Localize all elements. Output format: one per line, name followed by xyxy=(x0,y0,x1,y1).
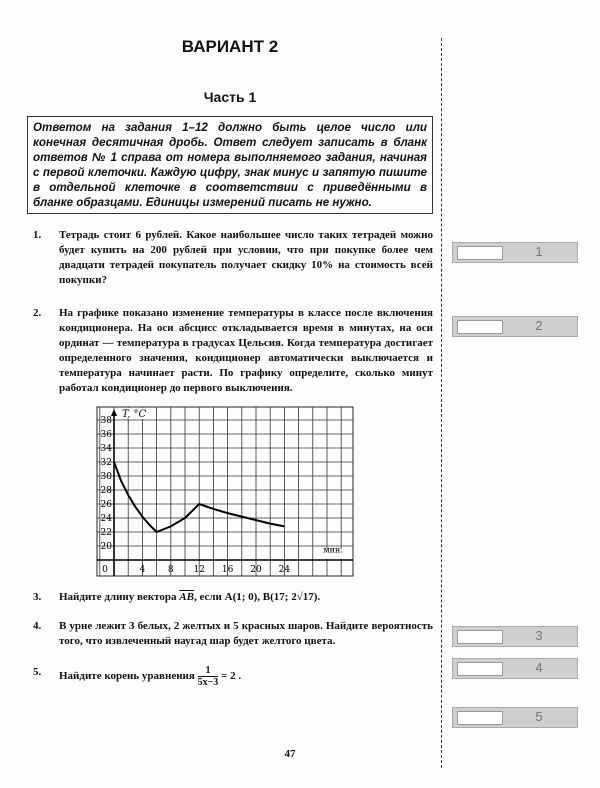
variant-title: ВАРИАНТ 2 xyxy=(181,37,279,56)
task-5 xyxy=(27,665,433,688)
answer-field-2[interactable] xyxy=(452,316,578,337)
task-text-after: , если A(1; 0), B(17; 2√17). xyxy=(193,591,321,603)
answer-input[interactable] xyxy=(457,630,503,644)
part-title: Часть 1 xyxy=(203,89,257,105)
y-tick-label: 22 xyxy=(100,528,112,538)
task-text: Найдите корень уравнения xyxy=(59,670,198,683)
task-text: Тетрадь стоит 6 рублей. Какое наибольшее число таких тетрадей можно будет купить на 200 рублей при условии, что при покупке более чем двадцати тетрадей покупатель получает скидку 10% на стоимость всей покупки? xyxy=(59,229,433,286)
task-number: 3. xyxy=(33,591,42,603)
answer-input[interactable] xyxy=(457,662,503,676)
x-tick-label: 0 xyxy=(102,565,108,575)
y-axis-label: T, °C xyxy=(122,409,147,420)
answer-input[interactable] xyxy=(457,711,503,725)
task-4 xyxy=(27,619,433,649)
chart-frame xyxy=(97,407,353,576)
y-tick-label: 34 xyxy=(100,444,112,454)
task-text-after: = 2 . xyxy=(221,670,242,683)
task-number: 4. xyxy=(33,620,42,632)
task-2 xyxy=(27,306,433,396)
instructions-box: Ответом на задания 1–12 должно быть целое число или конечная десятичная дробь. Ответ следует записать в бланк ответов № 1 справа от номера выполняемого задания, начиная с первой клеточки. Каждую цифру, знак минус и запятую пишите в отдельной клеточке в соответствии с приведёнными в бланке образцами. Единицы измерений писать не нужно. xyxy=(27,116,433,214)
answer-number: 5 xyxy=(535,709,543,724)
y-tick-label: 38 xyxy=(100,416,112,426)
y-axis-arrow xyxy=(111,409,117,416)
x-tick-label: 20 xyxy=(250,565,262,575)
x-tick-label: 12 xyxy=(193,565,205,575)
task-text: В урне лежит 3 белых, 2 желтых и 5 красных шаров. Найдите вероятность того, что извлеченный наугад шар будет желтого цвета. xyxy=(59,620,433,647)
answer-number: 2 xyxy=(535,318,543,333)
y-tick-label: 28 xyxy=(100,486,112,496)
answer-field-5[interactable] xyxy=(452,707,578,728)
vector-ab: $\overline{AB}$ xyxy=(179,591,194,603)
task-3 xyxy=(27,590,433,605)
y-tick-label: 26 xyxy=(100,500,112,510)
x-tick-label: 16 xyxy=(221,565,234,575)
task-text: Найдите длину вектора xyxy=(59,591,180,603)
equation-fraction xyxy=(198,665,219,688)
task-number: 5. xyxy=(33,666,42,678)
task-number: 2. xyxy=(33,307,42,319)
answer-number: 3 xyxy=(535,628,543,643)
page-number: 47 xyxy=(284,748,296,760)
answer-input[interactable] xyxy=(457,320,503,334)
answer-field-1[interactable] xyxy=(452,242,578,263)
answer-number: 1 xyxy=(535,244,543,259)
task-number: 1. xyxy=(33,229,42,241)
y-tick-label: 20 xyxy=(100,542,112,552)
answer-number: 4 xyxy=(535,660,543,675)
tasks-column xyxy=(27,36,433,688)
task-text: На графике показано изменение температуры в классе после включения кондиционера. На оси абсцисс откладывается время в минутах, на оси ординат — температура в градусах Цельсия. Когда температура достигает определенного значения, кондиционер автоматически выключается и температура начинает расти. По графику определите, сколько минут работал кондиционер до первого выключения. xyxy=(59,307,433,394)
cut-line xyxy=(441,38,442,768)
x-tick-label: 4 xyxy=(139,565,146,575)
y-tick-label: 36 xyxy=(100,430,112,440)
x-tick-label: 8 xyxy=(167,565,174,575)
y-tick-label: 24 xyxy=(100,514,112,524)
fraction-denominator: 5x−3 xyxy=(197,677,219,688)
answer-input[interactable] xyxy=(457,246,503,260)
task-1 xyxy=(27,228,433,288)
fraction-numerator: 1 xyxy=(205,665,211,676)
x-axis-label: мин. xyxy=(323,545,343,555)
y-tick-label: 30 xyxy=(100,472,112,482)
x-tick-label: 24 xyxy=(278,565,291,575)
answer-field-3[interactable] xyxy=(452,626,578,647)
answer-field-4[interactable] xyxy=(452,658,578,679)
temperature-chart xyxy=(96,406,356,578)
y-tick-label: 32 xyxy=(100,458,112,468)
